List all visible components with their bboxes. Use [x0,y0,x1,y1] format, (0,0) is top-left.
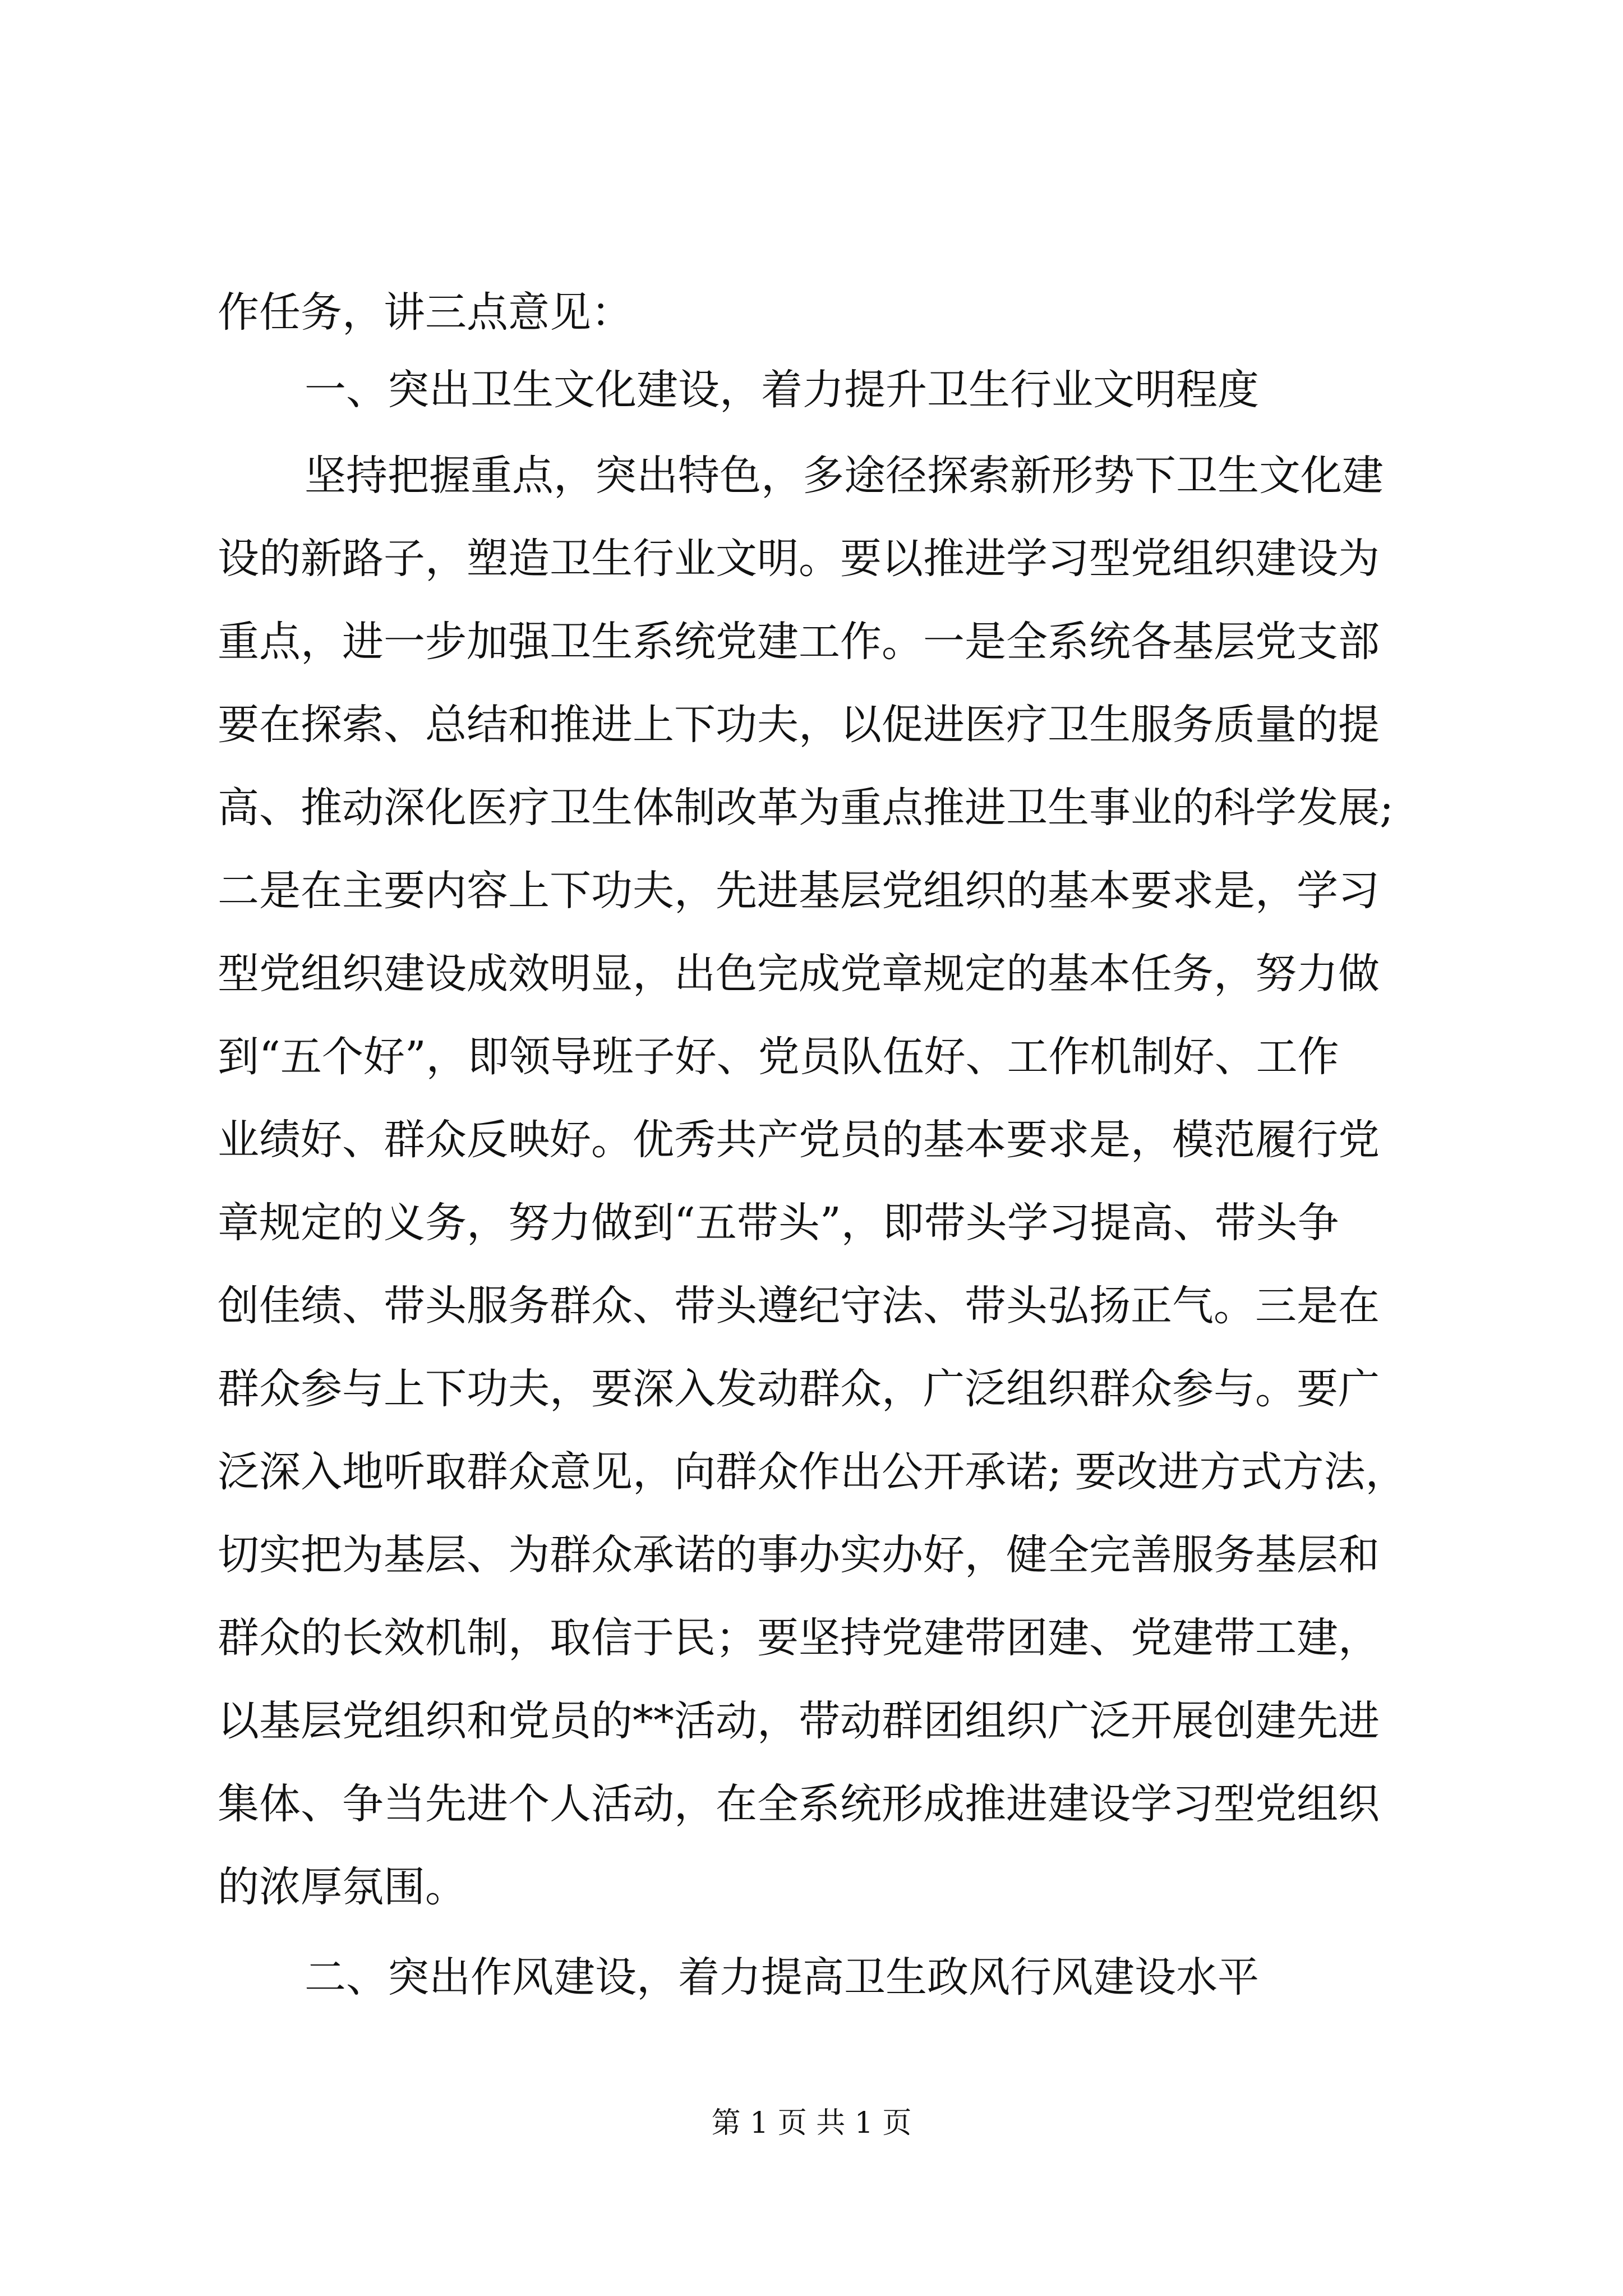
text-line-9: 型党组织建设成效明显，出色完成党章规定的基本任务，努力做 [218,950,1380,998]
text-line-18: 以基层党组织和党员的**活动，带动群团组织广泛开展创建先进 [218,1697,1380,1745]
text-line-20: 的浓厚氛围。 [218,1863,467,1911]
text-line-11: 业绩好、群众反映好。优秀共产党员的基本要求是，模范履行党 [218,1116,1380,1164]
text-line-4: 设的新路子，塑造卫生行业文明。要以推进学习型党组织建设为 [218,535,1380,583]
page-footer: 第 1 页 共 1 页 [711,2106,912,2140]
text-line-5: 重点，进一步加强卫生系统党建工作。一是全系统各基层党支部 [218,618,1380,666]
text-line-19: 集体、争当先进个人活动，在全系统形成推进建设学习型党组织 [218,1780,1380,1828]
text-line-17: 群众的长效机制，取信于民；要坚持党建带团建、党建带工建， [218,1614,1380,1662]
text-line-13: 创佳绩、带头服务群众、带头遵纪守法、带头弘扬正气。三是在 [218,1282,1380,1330]
section-heading-1: 一、突出卫生文化建设，着力提升卫生行业文明程度 [305,366,1259,414]
text-line-1: 作任务，讲三点意见： [218,288,633,337]
text-line-10: 到“五个好”，即领导班子好、党员队伍好、工作机制好、工作 [218,1033,1339,1081]
text-line-12: 章规定的义务，努力做到“五带头”，即带头学习提高、带头争 [218,1199,1339,1247]
text-line-14: 群众参与上下功夫，要深入发动群众，广泛组织群众参与。要广 [218,1365,1380,1413]
text-line-16: 切实把为基层、为群众承诺的事办实办好，健全完善服务基层和 [218,1531,1380,1579]
text-line-3: 坚持把握重点，突出特色，多途径探索新形势下卫生文化建 [305,452,1384,500]
text-line-15: 泛深入地听取群众意见，向群众作出公开承诺; 要改进方式方法， [218,1448,1407,1496]
section-heading-2: 二、突出作风建设，着力提高卫生政风行风建设水平 [305,1953,1259,2001]
text-line-8: 二是在主要内容上下功夫，先进基层党组织的基本要求是，学习 [218,867,1380,915]
text-line-7: 高、推动深化医疗卫生体制改革为重点推进卫生事业的科学发展; [218,784,1394,832]
text-line-6: 要在探索、总结和推进上下功夫，以促进医疗卫生服务质量的提 [218,701,1380,749]
